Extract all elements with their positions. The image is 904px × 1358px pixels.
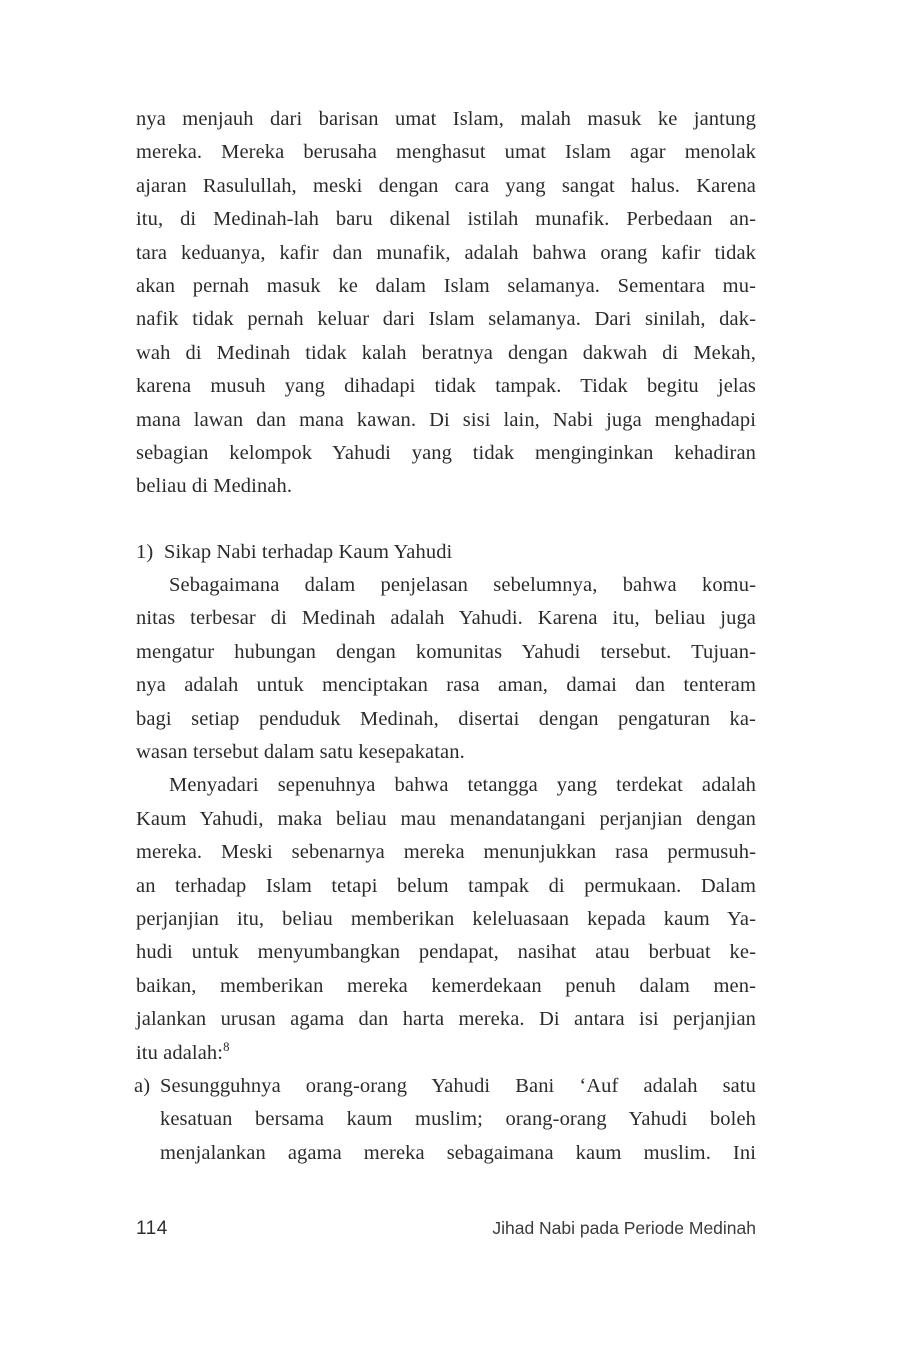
footnote-reference: 8 <box>223 1039 230 1054</box>
last-line-text: itu adalah: <box>136 1041 224 1064</box>
text-line: akan pernah masuk ke dalam Islam selamanya. Sementara mu- <box>136 274 756 297</box>
text-line: jalankan urusan agama dan harta mereka. Di antara isi perjanjian <box>136 1008 756 1031</box>
text-line: mereka. Meski sebenarnya mereka menunjukkan rasa permusuh- <box>136 841 756 864</box>
page-number: 114 <box>136 1218 168 1239</box>
text-line: karena musuh yang dihadapi tidak tampak. Tidak begitu jelas <box>136 375 756 398</box>
text-line: Sesungguhnya orang-orang Yahudi Bani ‘Auf adalah satu <box>160 1074 756 1097</box>
text-line: mengatur hubungan dengan komunitas Yahudi tersebut. Tujuan- <box>136 640 756 663</box>
list-item-a <box>136 1070 756 1170</box>
text-line: tara keduanya, kafir dan munafik, adalah bahwa orang kafir tidak <box>136 241 756 264</box>
text-line: ajaran Rasulullah, meski dengan cara yang sangat halus. Karena <box>136 174 756 197</box>
text-line: nya menjauh dari barisan umat Islam, malah masuk ke jantung <box>136 108 756 130</box>
text-line: wasan tersebut dalam satu kesepakatan. <box>136 741 465 764</box>
paragraph-continuation <box>136 103 756 504</box>
body-text <box>136 103 756 1170</box>
text-line: sebagian kelompok Yahudi yang tidak menginginkan kehadiran <box>136 441 756 464</box>
heading-number: 1) <box>136 540 154 563</box>
text-line: baikan, memberikan mereka kemerdekaan penuh dalam men- <box>136 974 756 997</box>
list-marker: a) <box>134 1074 151 1097</box>
text-line: nya adalah untuk menciptakan rasa aman, damai dan tenteram <box>136 674 756 697</box>
text-line: perjanjian itu, beliau memberikan keleluasaan kepada kaum Ya- <box>136 907 756 930</box>
text-line: itu, di Medinah-lah baru dikenal istilah munafik. Perbedaan an- <box>136 208 756 231</box>
text-line <box>136 1037 756 1070</box>
text-line: wah di Medinah tidak kalah beratnya dengan dakwah di Mekah, <box>136 341 756 364</box>
text-line: beliau di Medinah. <box>136 475 293 498</box>
paragraph <box>136 769 756 1070</box>
text-line: bagi setiap penduduk Medinah, disertai dengan pengaturan ka- <box>136 707 756 730</box>
page-footer <box>136 1218 756 1240</box>
text-line: an terhadap Islam tetapi belum tampak di permukaan. Dalam <box>136 874 756 897</box>
running-title: Jihad Nabi pada Periode Medinah <box>492 1218 756 1238</box>
text-line: nafik tidak pernah keluar dari Islam selamanya. Dari sinilah, dak- <box>136 308 756 331</box>
text-line: kesatuan bersama kaum muslim; orang-orang Yahudi boleh <box>160 1108 756 1131</box>
heading-title: Sikap Nabi terhadap Kaum Yahudi <box>164 540 453 563</box>
text-line: menjalankan agama mereka sebagaimana kaum muslim. Ini <box>160 1141 756 1164</box>
text-line: mereka. Mereka berusaha menghasut umat Islam agar menolak <box>136 141 756 164</box>
text-line: Kaum Yahudi, maka beliau mau menandatangani perjanjian dengan <box>136 807 756 830</box>
text-line: hudi untuk menyumbangkan pendapat, nasihat atau berbuat ke- <box>136 941 756 964</box>
text-line: nitas terbesar di Medinah adalah Yahudi. Karena itu, beliau juga <box>136 607 756 630</box>
text-line: Sebagaimana dalam penjelasan sebelumnya, bahwa komu- <box>169 574 756 597</box>
text-line: Menyadari sepenuhnya bahwa tetangga yang terdekat adalah <box>169 774 756 797</box>
text-line: mana lawan dan mana kawan. Di sisi lain, Nabi juga menghadapi <box>136 408 756 431</box>
section-heading <box>136 536 756 569</box>
paragraph <box>136 569 756 769</box>
